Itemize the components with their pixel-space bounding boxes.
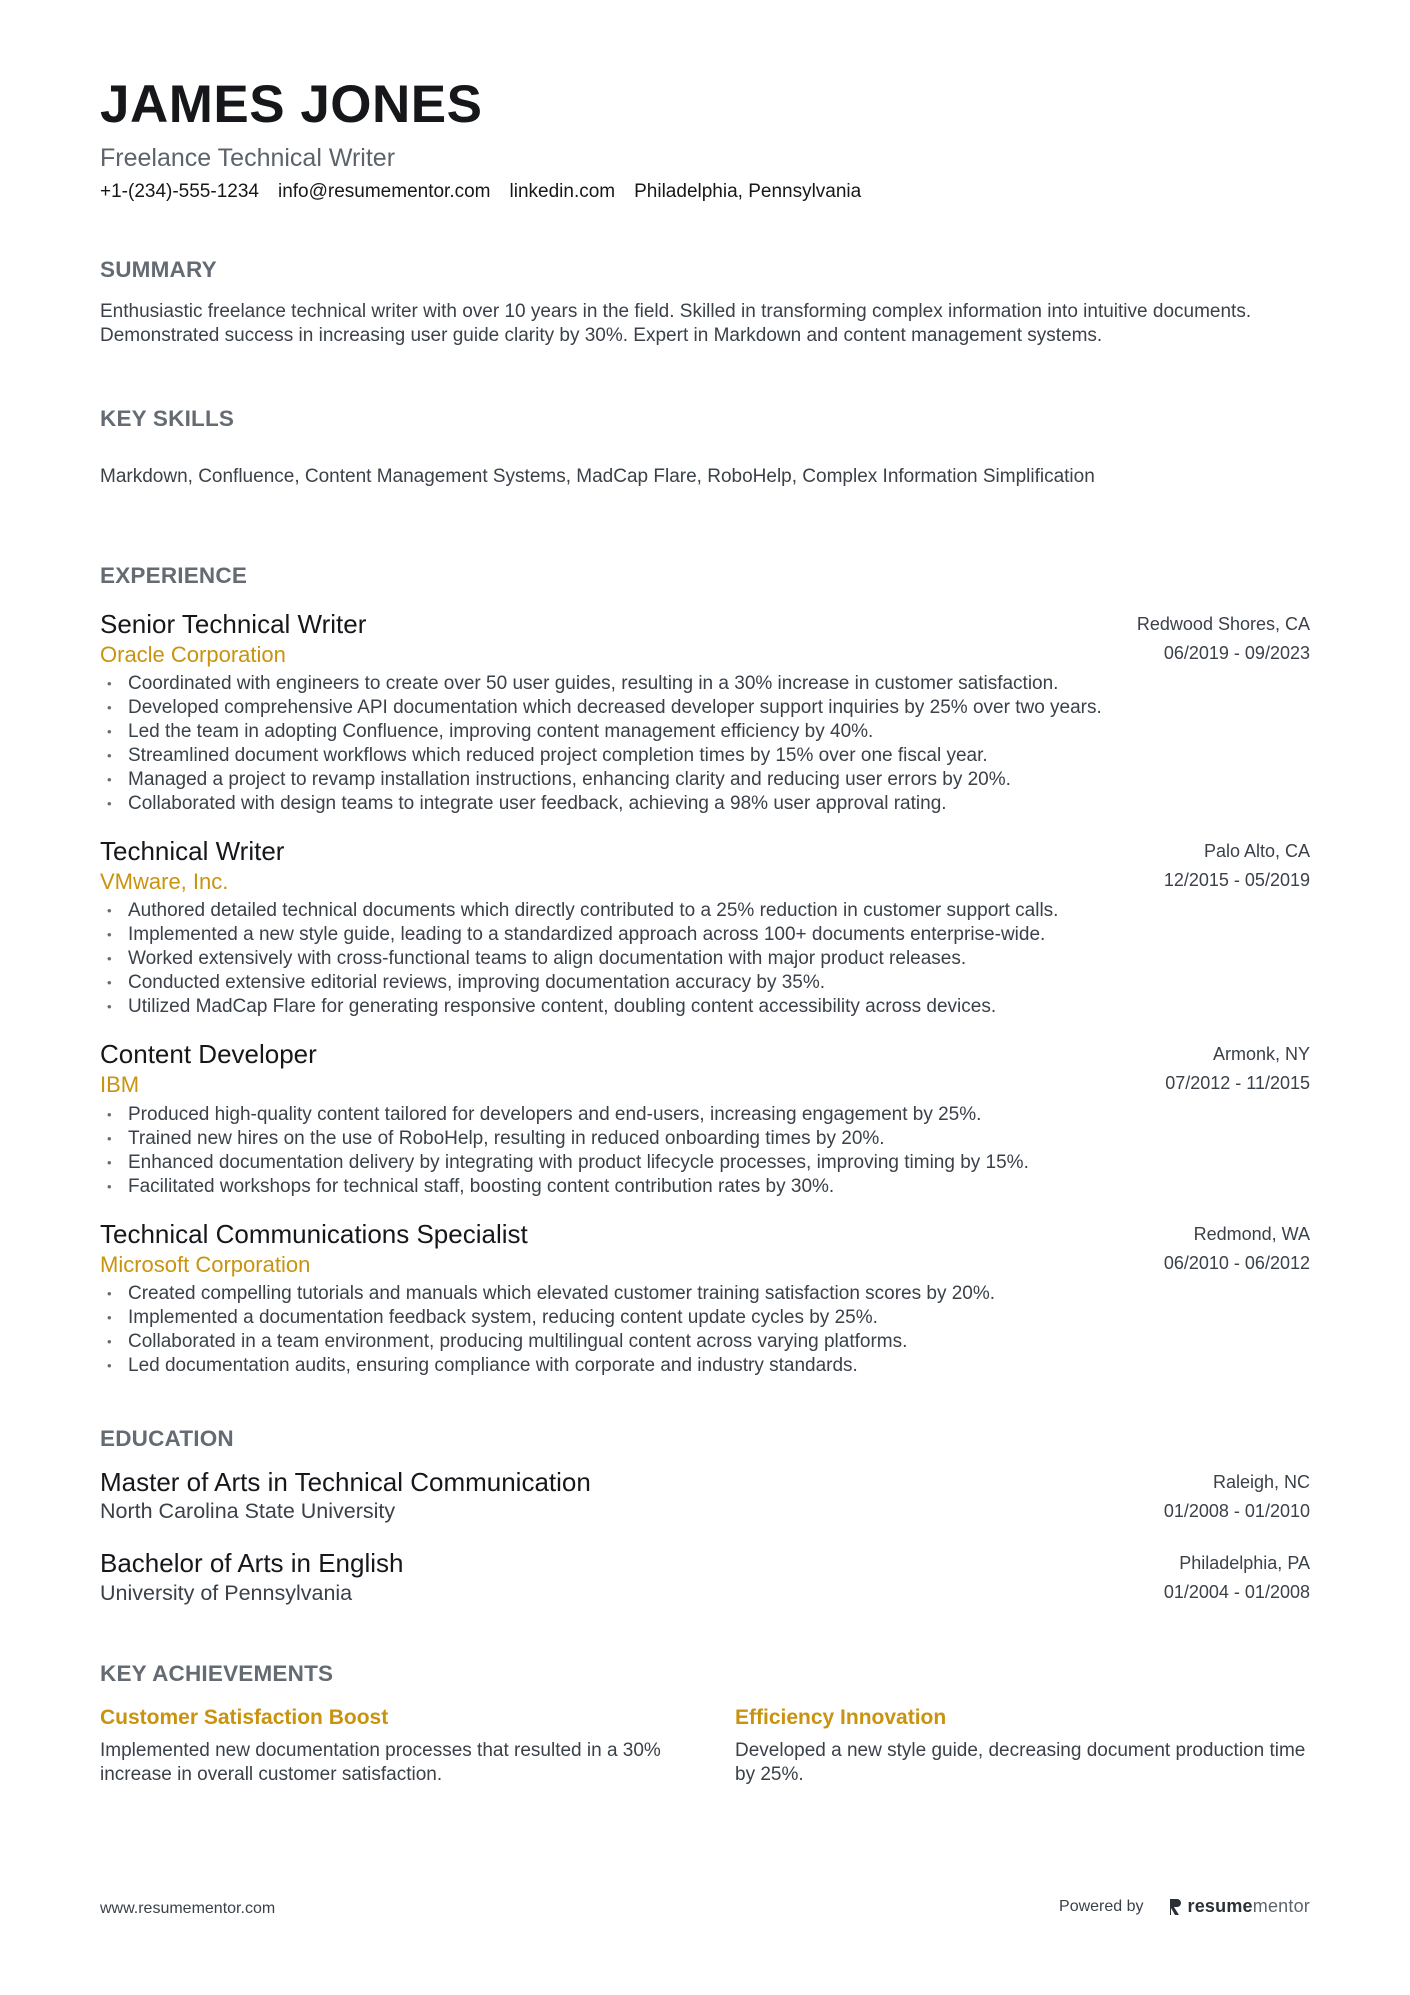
list-item: • Led documentation audits, ensuring compliance with corporate and industry standards. [100, 1354, 1310, 1378]
achievement-description: Developed a new style guide, decreasing document production time by 25%. [735, 1739, 1306, 1785]
achievement-title: Efficiency Innovation [735, 1706, 947, 1730]
school-name: University of Pennsylvania [100, 1581, 353, 1606]
section-title-experience: EXPERIENCE [100, 563, 248, 589]
job-title: Content Developer [100, 1039, 317, 1070]
candidate-headline: Freelance Technical Writer [100, 144, 396, 172]
school-name: North Carolina State University [100, 1499, 396, 1524]
job-bullets [100, 899, 1310, 1019]
achievements-grid [100, 1705, 1310, 1786]
job-bullets [100, 1103, 1310, 1199]
job-bullets [100, 672, 1310, 816]
job-company: Oracle Corporation [100, 641, 286, 667]
list-item: • Produced high-quality content tailored for developers and end-users, increasing engagement by 25%. [100, 1103, 1310, 1127]
achievement-item [735, 1705, 1310, 1786]
job-dates: 07/2012 - 11/2015 [1165, 1073, 1310, 1094]
achievement-description: Implemented new documentation processes that resulted in a 30% increase in overall customer satisfaction. [100, 1739, 661, 1785]
list-item: • Developed comprehensive API documentation which decreased developer support inquiries by 25% over two years. [100, 696, 1310, 720]
resume-page [100, 75, 1310, 1787]
job-dates: 06/2019 - 09/2023 [1163, 642, 1310, 663]
job-entry [100, 1220, 1310, 1378]
job-title: Senior Technical Writer [100, 608, 367, 639]
powered-by-label: Powered by [1059, 1897, 1144, 1915]
job-entry [100, 837, 1310, 1019]
list-item: • Worked extensively with cross-functional teams to align documentation with major product releases. [100, 947, 1310, 971]
list-item: • Authored detailed technical documents which directly contributed to a 25% reduction in customer support calls. [100, 899, 1310, 923]
list-item: • Collaborated in a team environment, producing multilingual content across varying platforms. [100, 1330, 1310, 1354]
job-title: Technical Communications Specialist [100, 1218, 528, 1249]
list-item: • Trained new hires on the use of RoboHelp, resulting in reduced onboarding times by 20%. [100, 1127, 1310, 1151]
job-location: Palo Alto, CA [1203, 841, 1310, 862]
job-company: IBM [100, 1072, 140, 1098]
job-company: VMware, Inc. [100, 869, 229, 895]
job-meta [1164, 837, 1310, 895]
job-meta [1137, 610, 1310, 668]
job-dates: 06/2010 - 06/2012 [1163, 1252, 1310, 1273]
list-item: • Coordinated with engineers to create over 50 user guides, resulting in a 30% increase in customer satisfaction. [100, 672, 1310, 696]
job-location: Armonk, NY [1212, 1044, 1310, 1065]
section-title-skills: KEY SKILLS [100, 405, 235, 431]
education-location: Raleigh, NC [1212, 1471, 1310, 1492]
job-bullets [100, 1282, 1310, 1378]
education-dates: 01/2004 - 01/2008 [1163, 1582, 1310, 1603]
list-item: • Conducted extensive editorial reviews, improving documentation accuracy by 35%. [100, 971, 1310, 995]
education-meta [1164, 1549, 1310, 1607]
section-title-summary: SUMMARY [100, 257, 217, 282]
section-title-education: EDUCATION [100, 1426, 234, 1451]
job-company: Microsoft Corporation [100, 1251, 311, 1277]
list-item: • Enhanced documentation delivery by integrating with product lifecycle processes, improving timing by 15%. [100, 1151, 1310, 1175]
summary-section [100, 259, 1310, 348]
list-item: • Implemented a new style guide, leading to a standardized approach across 100+ documents enterprise-wide. [100, 923, 1310, 947]
achievement-title: Customer Satisfaction Boost [100, 1706, 389, 1730]
contact-info [100, 181, 1310, 203]
job-title: Technical Writer [100, 836, 285, 867]
brand-wordmark-light: mentor [1252, 1896, 1310, 1916]
list-item: • Led the team in adopting Confluence, improving content management efficiency by 40%. [100, 720, 1310, 744]
achievements-section [100, 1660, 1310, 1787]
skills-section [100, 405, 1310, 490]
degree-title: Master of Arts in Technical Communication [100, 1466, 591, 1497]
brand-wordmark [1188, 1896, 1310, 1917]
job-location: Redmond, WA [1193, 1223, 1310, 1244]
candidate-name: JAMES JONES [100, 75, 483, 134]
skills-text: Markdown, Confluence, Content Management Systems, MadCap Flare, RoboHelp, Complex Information Simplification [100, 466, 1095, 488]
list-item: • Facilitated workshops for technical staff, boosting content contribution rates by 30%. [100, 1175, 1310, 1199]
job-entry [100, 1040, 1310, 1198]
brand-wordmark-bold: resume [1187, 1896, 1253, 1916]
education-meta [1164, 1468, 1310, 1526]
resumementor-logo[interactable] [1168, 1896, 1310, 1917]
list-item: • Implemented a documentation feedback system, reducing content update cycles by 25%. [100, 1306, 1310, 1330]
job-dates: 12/2015 - 05/2019 [1163, 870, 1310, 891]
summary-text: Enthusiastic freelance technical writer with over 10 years in the field. Skilled in transforming complex information into intuitive documents. Demonstrated success in increasing user guide clarity by 30%. Expert in Markdown and content management systems. [100, 300, 1252, 346]
list-item: • Created compelling tutorials and manuals which elevated customer training satisfaction scores by 20%. [100, 1282, 1310, 1306]
list-item: • Streamlined document workflows which reduced project completion times by 15% over one fiscal year. [100, 744, 1310, 768]
list-item: • Collaborated with design teams to integrate user feedback, achieving a 98% user approval rating. [100, 792, 1310, 816]
education-location: Philadelphia, PA [1179, 1553, 1310, 1574]
list-item: • Managed a project to revamp installation instructions, enhancing clarity and reducing user errors by 20%. [100, 768, 1310, 792]
list-item: • Utilized MadCap Flare for generating responsive content, doubling content accessibility across devices. [100, 995, 1310, 1019]
education-entry [100, 1549, 1310, 1607]
job-meta [1165, 1040, 1310, 1098]
job-meta [1164, 1220, 1310, 1278]
job-entry [100, 610, 1310, 816]
contact-phone: +1-(234)-555-1234 [100, 181, 259, 202]
footer-website[interactable]: www.resumementor.com [100, 1900, 276, 1917]
section-title-achievements: KEY ACHIEVEMENTS [100, 1660, 334, 1686]
achievement-item [100, 1705, 675, 1786]
education-dates: 01/2008 - 01/2010 [1163, 1500, 1310, 1521]
contact-email[interactable]: info@resumementor.com [277, 181, 491, 202]
education-section [100, 1428, 1310, 1607]
job-location: Redwood Shores, CA [1136, 613, 1310, 634]
education-entry [100, 1468, 1310, 1526]
degree-title: Bachelor of Arts in English [100, 1548, 404, 1579]
resumementor-logo-icon [1168, 1897, 1182, 1917]
contact-linkedin[interactable]: linkedin.com [509, 181, 616, 202]
footer-branding [1059, 1896, 1310, 1917]
experience-section [100, 565, 1310, 1378]
contact-location: Philadelphia, Pennsylvania [634, 181, 862, 202]
